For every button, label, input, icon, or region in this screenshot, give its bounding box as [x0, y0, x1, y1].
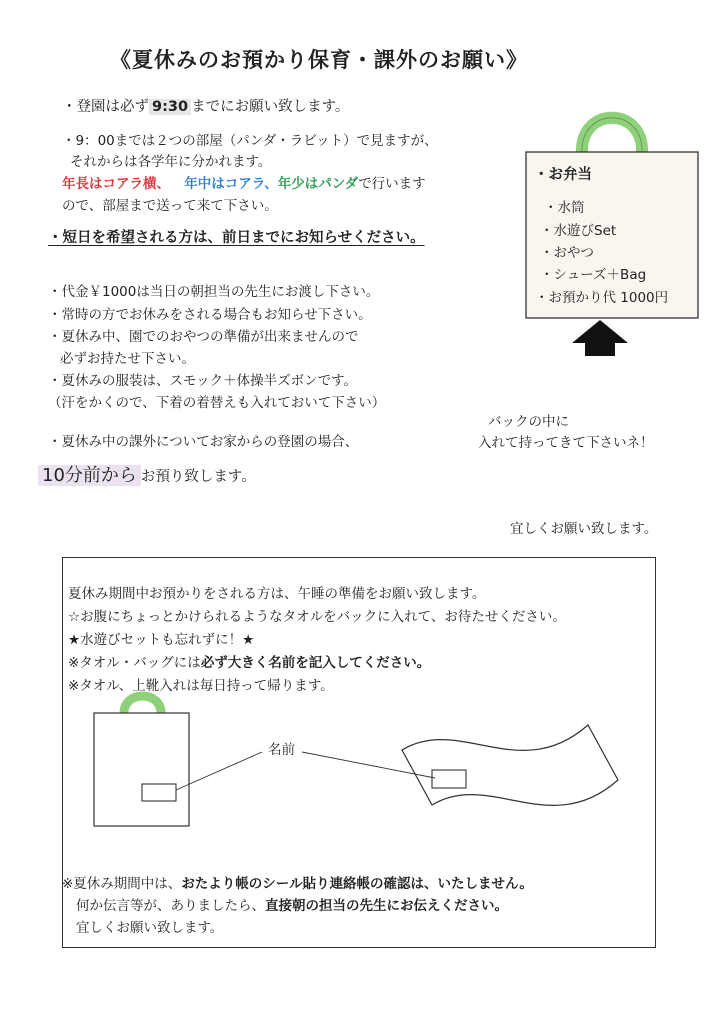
notice-name-text: ※タオル・バッグには — [68, 655, 201, 671]
page-title: 《夏休みのお預かり保育・課外のお願い》 — [110, 48, 528, 72]
arrow-up-icon — [572, 320, 628, 356]
notice-line-water: ★水遊びセットも忘れずに！★ — [68, 632, 255, 648]
notice-name-emphasis: 必ず大きく名前を記入してください。 — [200, 655, 431, 671]
class-senior-text: 年長はコアラ横、 — [62, 176, 170, 192]
bag-caption-line1: バックの中に — [488, 414, 569, 430]
note-absence: ・常時の方でお休みをされる場合もお知らせ下さい。 — [48, 307, 372, 323]
bag-item: ・水遊びSet — [540, 223, 617, 239]
footer-line3: 宜しくお願い致します。 — [76, 920, 224, 936]
note-clothes-line1: ・夏休みの服装は、スモック＋体操半ズボンです。 — [48, 373, 358, 389]
bag-item: ・おやつ — [540, 245, 594, 261]
pickup-time-highlight: 10分前から — [38, 465, 141, 486]
bag-item: ・シューズ＋Bag — [540, 267, 647, 283]
note-short-day: ・短日を希望される方は、前日までにお知らせください。 — [48, 230, 425, 246]
towel-name-tag — [432, 770, 466, 788]
notice-line-takehome: ※タオル、上靴入れは毎日持って帰ります。 — [68, 678, 334, 694]
note-rooms-line1: ・9：00までは２つの部屋（パンダ・ラビット）で見ますが、 — [62, 133, 438, 149]
note-class-rooms — [62, 172, 426, 192]
class-rooms-tail: で行います — [358, 176, 426, 192]
arrival-time-highlight: 9:30 — [149, 99, 191, 115]
notice-line-nap: 夏休み期間中お預かりをされる方は、午睡の準備をお願い致します。 — [68, 586, 486, 602]
bag-caption-line2: 入れて持ってきて下さいネ！ — [478, 435, 654, 451]
note-arrival-text: ・登園は必ず — [62, 99, 149, 115]
note-arrival-time — [62, 95, 349, 116]
class-junior-text: 年少はパンダ — [277, 176, 359, 192]
bag-name-tag — [142, 784, 176, 801]
note-class-rooms-line2: ので、部屋まで送って来て下さい。 — [62, 198, 278, 214]
note-snack-line1: ・夏休み中、園でのおやつの準備が出来ませんので — [48, 329, 359, 345]
note-snack-line2: 必ずお持たせ下さい。 — [60, 351, 195, 367]
notice-line-name — [68, 651, 430, 671]
bag-item: ・お預かり代 1000円 — [535, 290, 669, 306]
note-rooms-line2: それからは各学年に分かれます。 — [70, 154, 272, 170]
note-extracurricular: ・夏休み中の課外についてお家からの登園の場合、 — [48, 434, 359, 450]
notice-line-towel: ☆お腹にちょっとかけられるようなタオルをバックに入れて、お待たせください。 — [68, 609, 566, 625]
pickup-time-text: お預り致します。 — [140, 469, 256, 485]
class-middle-text: 年中はコアラ、 — [184, 176, 278, 192]
bag-item: ・水筒 — [544, 200, 585, 216]
regards-text: 宜しくお願い致します。 — [510, 521, 658, 537]
note-arrival-text-end: までにお願い致します。 — [191, 99, 350, 115]
footer-line1 — [62, 872, 533, 892]
note-pickup-time — [38, 461, 256, 487]
footer-line1-emphasis: おたより帳のシール貼り連絡帳の確認は、いたしません。 — [181, 876, 533, 892]
towel-icon — [402, 725, 618, 805]
name-label: 名前 — [268, 742, 295, 758]
footer-line2 — [76, 894, 508, 914]
name-diagram — [80, 690, 640, 840]
note-clothes-line2: （汗をかくので、下着の着替えも入れておいて下さい） — [48, 395, 386, 411]
footer-line2-text: 何か伝言等が、ありましたら、 — [76, 898, 265, 914]
bag-icon — [94, 696, 189, 826]
footer-line1-text: ※夏休み期間中は、 — [62, 876, 182, 892]
note-fee: ・代金￥1000は当日の朝担当の先生にお渡し下さい。 — [48, 284, 380, 300]
bag-heading: ・お弁当 — [534, 167, 592, 183]
footer-line2-emphasis: 直接朝の担当の先生にお伝えください。 — [265, 898, 508, 914]
